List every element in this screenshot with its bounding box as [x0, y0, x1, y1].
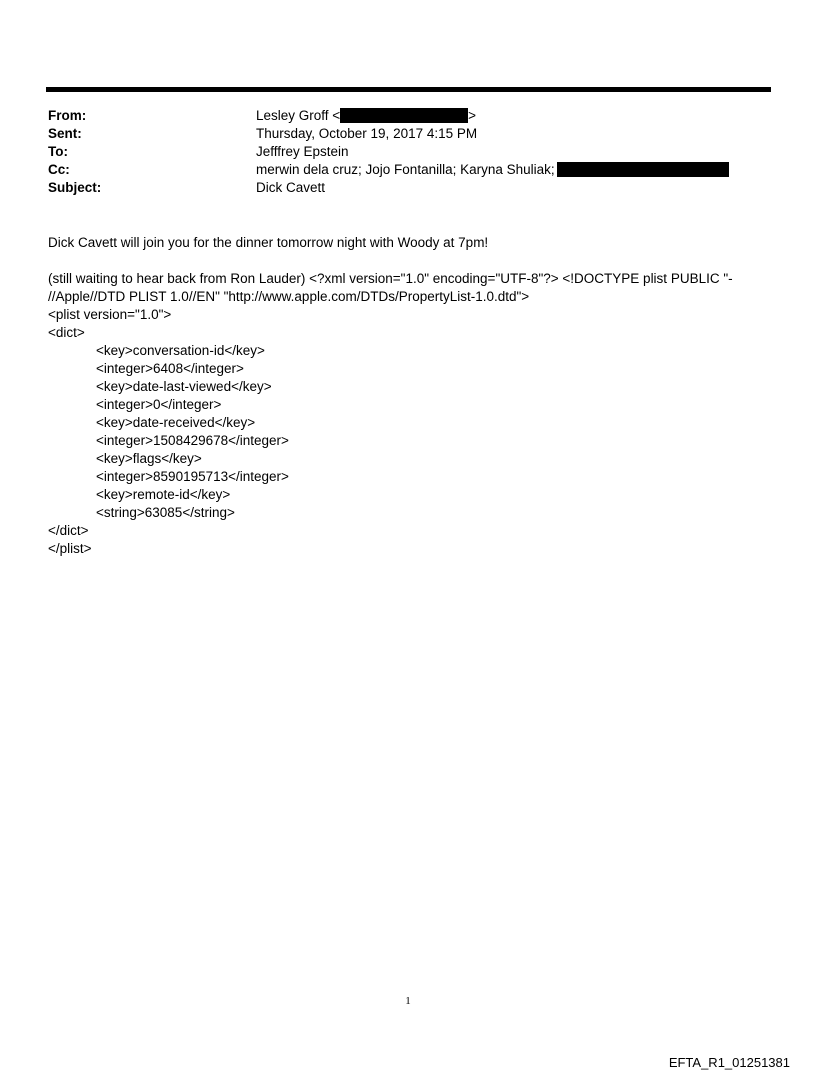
body-doctype-line: //Apple//DTD PLIST 1.0//EN" "http://www.apple.com/DTDs/PropertyList-1.0.dtd">: [48, 289, 530, 304]
xml-line: <key>remote-id</key>: [96, 487, 231, 502]
xml-line: <integer>0</integer>: [96, 397, 222, 412]
sent-value: Thursday, October 19, 2017 4:15 PM: [256, 126, 478, 141]
xml-line: <string>63085</string>: [96, 505, 235, 520]
from-suffix: >: [468, 108, 477, 123]
cc-recipients: merwin dela cruz; Jojo Fontanilla; Karyna Shuliak;: [256, 162, 555, 177]
subject-value: Dick Cavett: [256, 180, 326, 195]
xml-line: <dict>: [48, 325, 85, 340]
xml-line: <integer>1508429678</integer>: [96, 433, 289, 448]
paragraph-gap: [48, 252, 768, 270]
xml-line: <key>conversation-id</key>: [96, 343, 265, 358]
body-note-line: (still waiting to hear back from Ron Lauder) <?xml version="1.0" encoding="UTF-8"?> <!DOCTYPE plist PUBLIC "-: [48, 271, 733, 286]
email-header: [48, 107, 768, 197]
from-name: Lesley Groff <: [256, 108, 341, 123]
document-id: EFTA_R1_01251381: [668, 1055, 790, 1070]
xml-line: </plist>: [48, 541, 92, 556]
sent-label: Sent:: [48, 126, 82, 141]
redacted-cc-block: [557, 162, 729, 177]
xml-line: <integer>8590195713</integer>: [96, 469, 289, 484]
to-value: Jefffrey Epstein: [256, 144, 349, 159]
email-body: [48, 234, 768, 558]
to-label: To:: [48, 144, 68, 159]
body-message: Dick Cavett will join you for the dinner tomorrow night with Woody at 7pm!: [48, 235, 489, 250]
from-value: [256, 107, 476, 125]
header-divider: [46, 87, 771, 92]
xml-line: <key>flags</key>: [96, 451, 202, 466]
xml-line: </dict>: [48, 523, 89, 538]
subject-row: [48, 179, 768, 197]
cc-row: [48, 161, 768, 179]
redacted-email-block: [340, 108, 468, 123]
subject-label: Subject:: [48, 180, 102, 195]
from-row: [48, 107, 768, 125]
xml-line: <integer>6408</integer>: [96, 361, 244, 376]
xml-line: <plist version="1.0">: [48, 307, 172, 322]
page-number: 1: [405, 995, 411, 1007]
xml-line: <key>date-received</key>: [96, 415, 256, 430]
xml-line: <key>date-last-viewed</key>: [96, 379, 272, 394]
to-row: [48, 143, 768, 161]
cc-value: [256, 161, 729, 179]
cc-label: Cc:: [48, 162, 70, 177]
from-label: From:: [48, 108, 87, 123]
sent-row: [48, 125, 768, 143]
